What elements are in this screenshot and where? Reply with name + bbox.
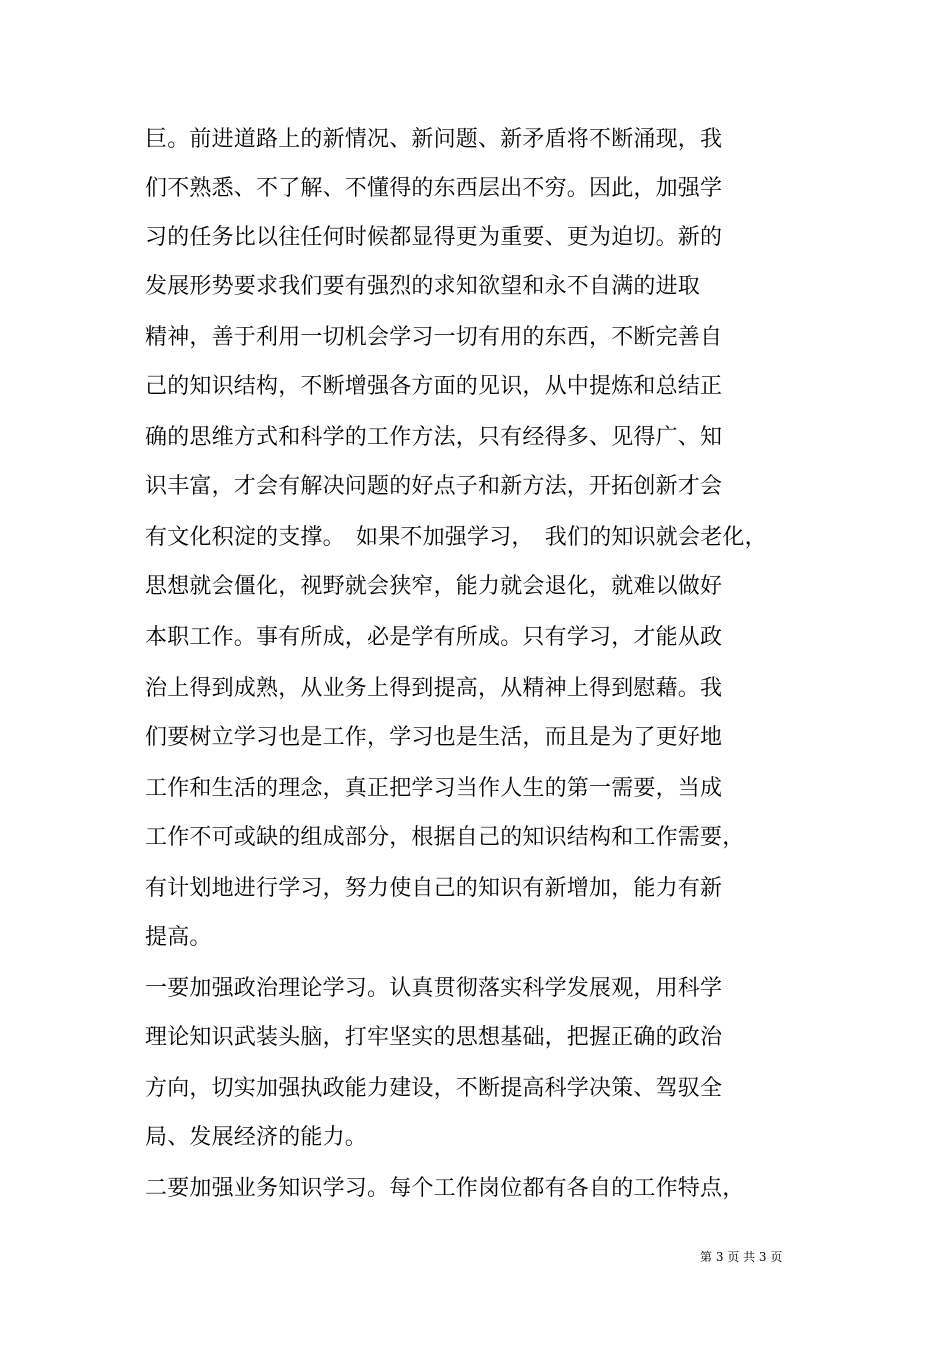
text-line: 局、发展经济的能力。	[145, 1125, 368, 1150]
text-line: 巨。前进道路上的新情况、新问题、新矛盾将不断涌现，我	[145, 127, 723, 152]
text-line: 们要树立学习也是工作，学习也是生活，而且是为了更好地	[145, 725, 723, 750]
text-line: 有文化积淀的支撑。 如果不加强学习， 我们的知识就会老化，	[145, 525, 767, 550]
text-line: 方向，切实加强执政能力建设，不断提高科学决策、驾驭全	[145, 1076, 723, 1101]
text-line: 确的思维方式和科学的工作方法，只有经得多、见得广、知	[145, 425, 723, 450]
text-line: 理论知识武装头脑，打牢坚实的思想基础，把握正确的政治	[145, 1025, 723, 1050]
text-line: 提高。	[145, 925, 212, 950]
text-line: 精神，善于利用一切机会学习一切有用的东西，不断完善自	[145, 325, 723, 350]
text-line: 有计划地进行学习，努力使自己的知识有新增加，能力有新	[145, 876, 723, 901]
text-line: 本职工作。事有所成，必是学有所成。只有学习，才能从政	[145, 625, 723, 650]
text-line: 治上得到成熟，从业务上得到提高，从精神上得到慰藉。我	[145, 676, 723, 701]
text-line: 们不熟悉、不了解、不懂得的东西层出不穷。因此，加强学	[145, 176, 723, 201]
text-line: 识丰富，才会有解决问题的好点子和新方法，开拓创新才会	[145, 474, 723, 499]
text-line: 思想就会僵化，视野就会狭窄，能力就会退化，就难以做好	[145, 574, 723, 599]
text-line: 工作不可或缺的组成部分，根据自己的知识结构和工作需要，	[145, 825, 745, 850]
text-line: 发展形势要求我们要有强烈的求知欲望和永不自满的进取	[145, 274, 701, 299]
page-number-footer: 第 3 页 共 3 页	[700, 1250, 783, 1264]
text-line: 工作和生活的理念，真正把学习当作人生的第一需要，当成	[145, 776, 723, 801]
text-line: 习的任务比以往任何时候都显得更为重要、更为迫切。新的	[145, 225, 723, 250]
text-line: 二要加强业务知识学习。每个工作岗位都有各自的工作特点，	[145, 1176, 745, 1201]
text-line: 己的知识结构，不断增强各方面的见识，从中提炼和总结正	[145, 374, 723, 399]
text-line: 一要加强政治理论学习。认真贯彻落实科学发展观，用科学	[145, 976, 723, 1001]
